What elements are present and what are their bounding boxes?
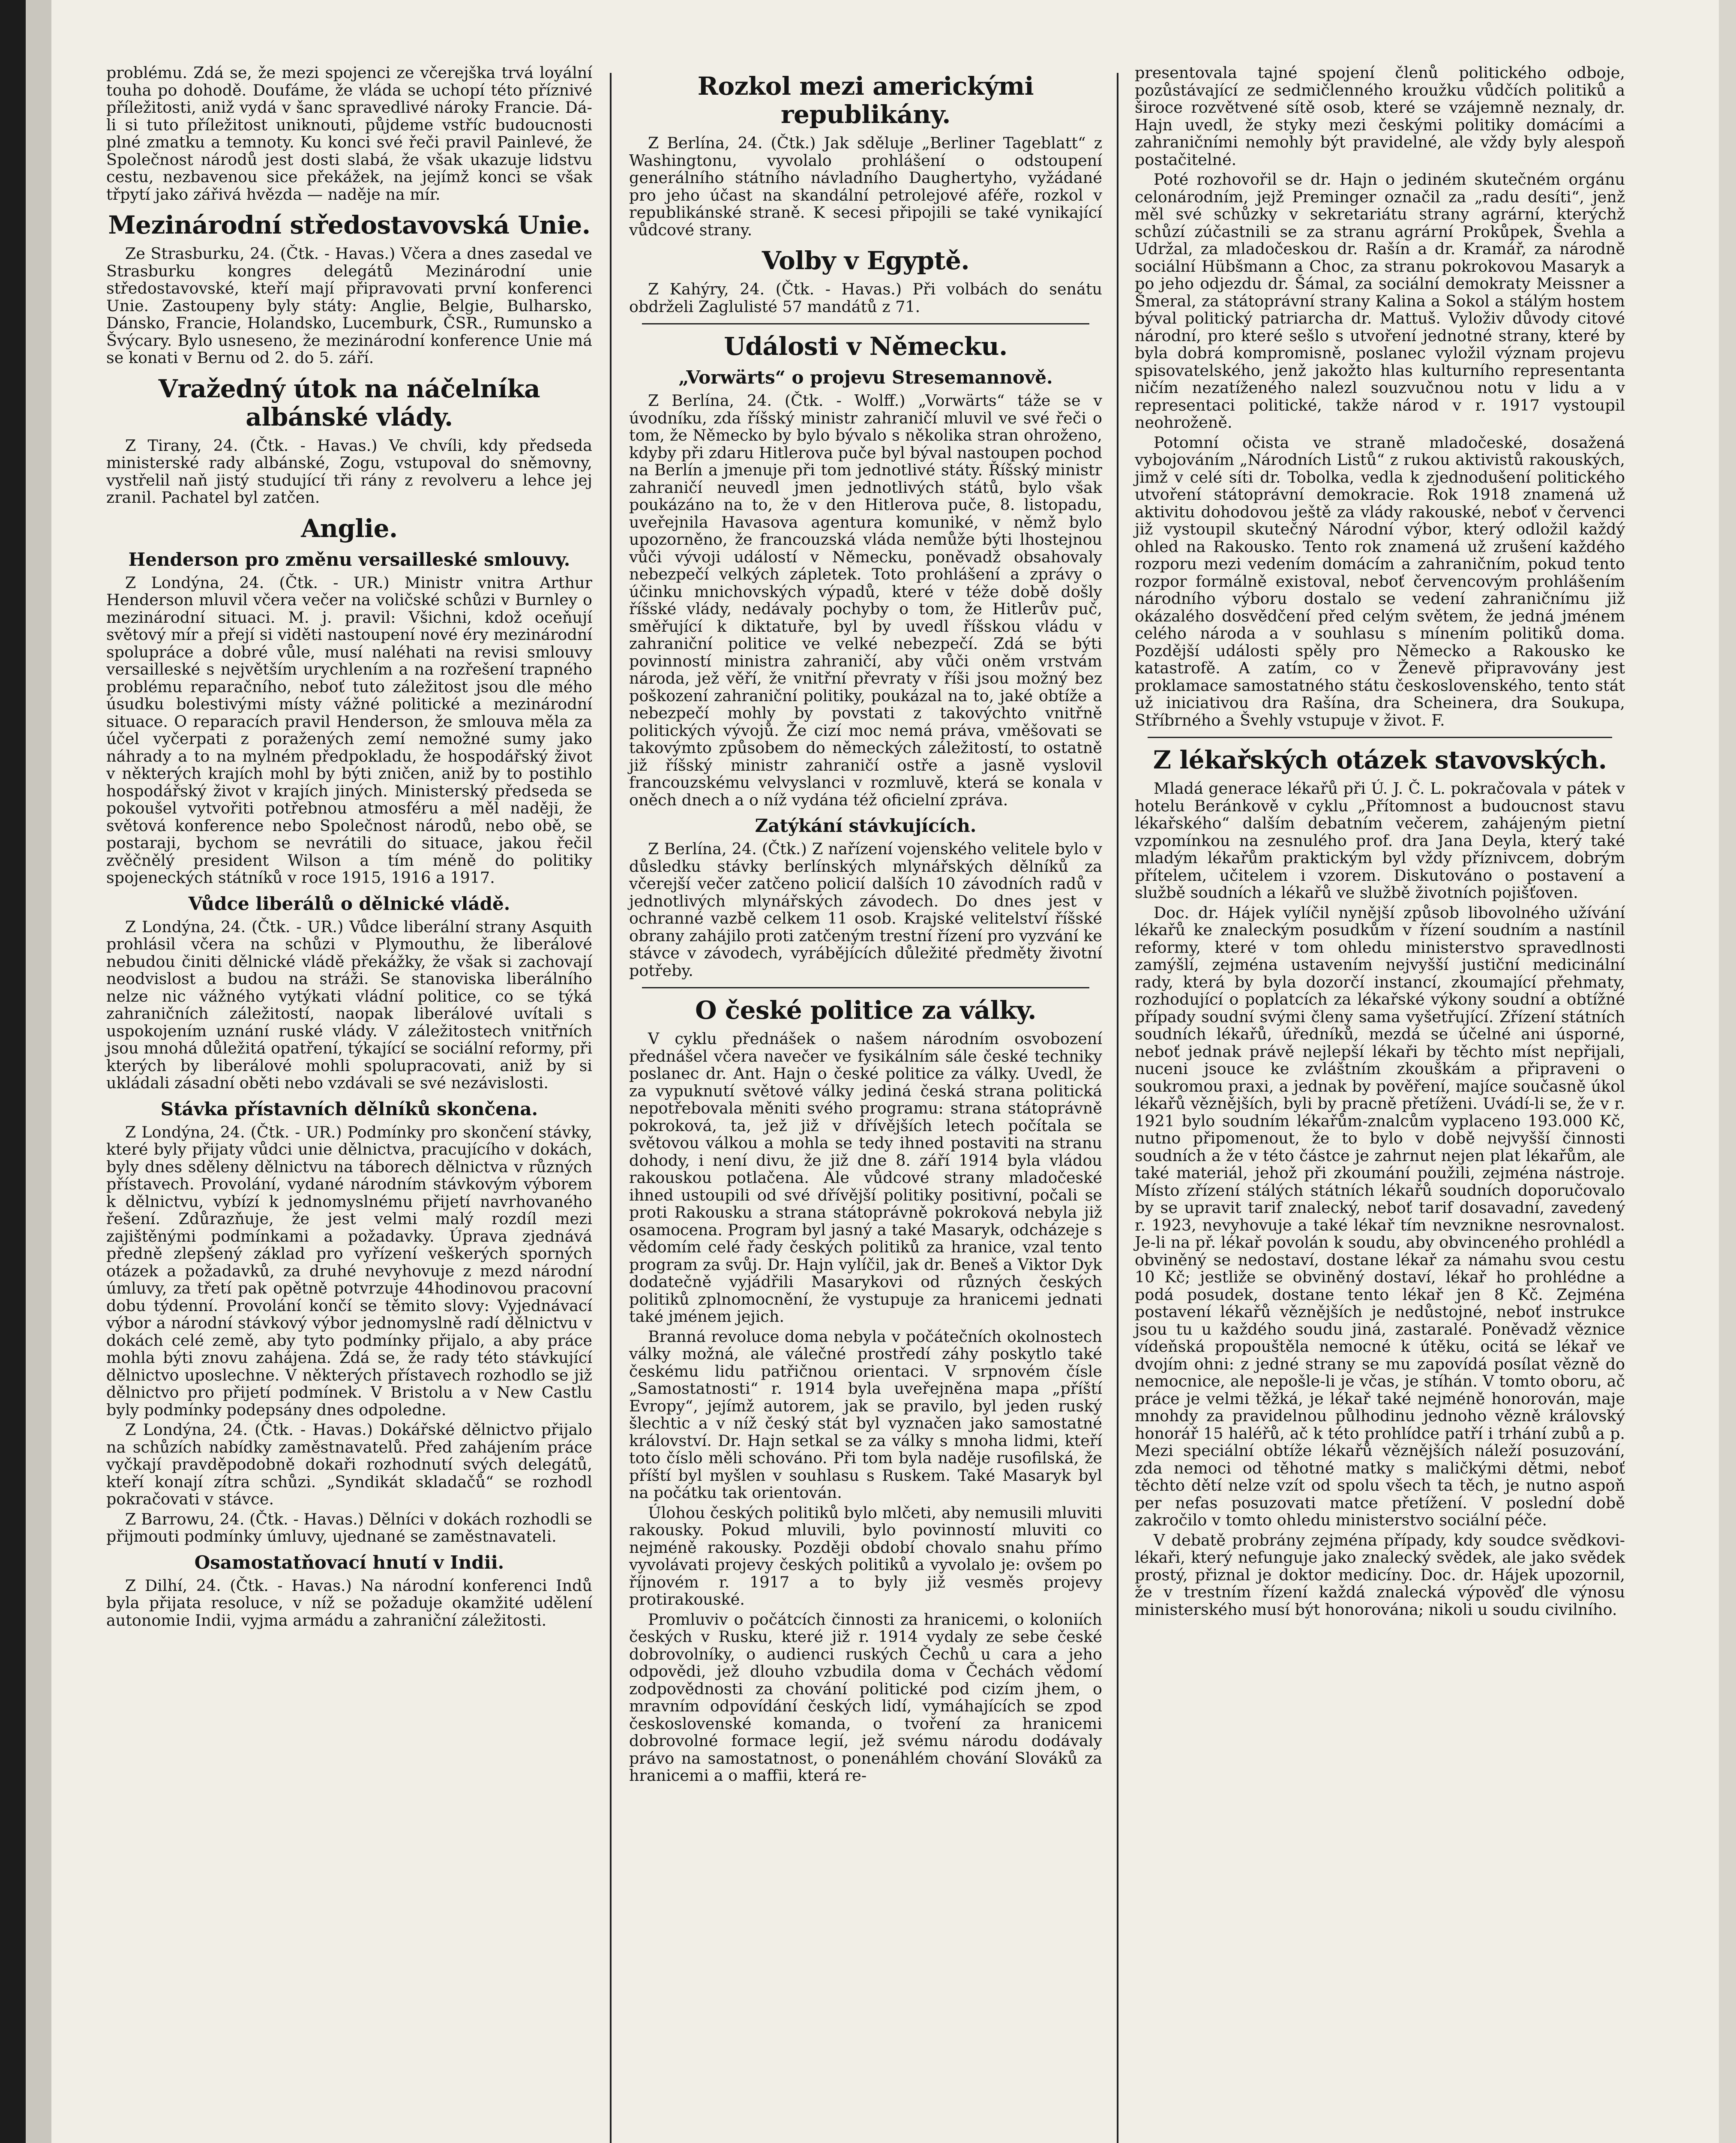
- article-paragraph: Z Tirany, 24. (Čtk. - Havas.) Ve chvíli, kdy předseda ministerské rady albánské, Zogu, vstupoval do sněmovny, vystřelil naň jistý studující tři rány z revolveru a lehce jej zranil. Pachatel byl zatčen.: [106, 436, 592, 507]
- article-paragraph: Mladá generace lékařů při Ú. J. Č. L. pokračovala v pátek v hotelu Beránkově v cyklu „Přítomnost a budoucnost stavu lékařského“ dalším debatním večerem, zahájeným pietní vzpomínkou na zesnulého prof. dra Jana Deyla, který také mladým lékařům praktickým byl vždy příznivcem, dobrým přítelem, učitelem i vzorem. Diskutováno o postavení a službě soudních a lékařů ve službě životních pojišťoven.: [1135, 779, 1625, 902]
- article-headline: Mezinárodní středostavovská Unie.: [108, 210, 591, 240]
- article-paragraph: Z Londýna, 24. (Čtk. - UR.) Podmínky pro skončení stávky, které byly přijaty vůdci unie dělnictva, pracujícího v dokách, byly dnes sděleny dělnictvu na táborech dělnictva v různých přístavech. Provolání, vydané národním stávkovým výborem k dělnictvu, vybízí k jednomyslnému přijetí navrhovaného řešení. Zdůrazňuje, že jest velmi malý rozdíl mezi zajištěnými podmínkami a požadavky. Úprava zjednává předně zlepšený základ pro vyřízení veškerých sporných otázek a požadavků, za druhé nevyhovuje z mezd národní úmluvy, za třetí pak opětně potvrzuje 44hodinovou pracovní dobu týdenní. Provolání končí se těmito slovy: Vyjednávací výbor a národní stávkový výbor jednomyslně radí dělnictvu v dokách celé země, aby tyto podmínky přijalo, a aby práce mohla býti znovu zahájena. Zdá se, že rady této stávkující dělnictvo uposlechne. V některých přístavech rozhodlo se již dělnictvo pro přijetí podmínek. V Bristolu a v New Castlu byly podmínky podepsány dnes odpoledne.: [106, 1123, 592, 1419]
- scan-page-edge: [26, 0, 51, 2143]
- article-paragraph: Doc. dr. Hájek vylíčil nynější způsob libovolného užívání lékařů ke znaleckým posudkům v řízení soudním a nastínil reformy, které v tom ohledu ministerstvo spravedlnosti zamýšlí, zejména ustavením nejvyšší justiční medicinální rady, která by byla dozorčí instancí, zkoumající přehmaty, rozhodující o poplatcích za lékařské výkony soudní a obtížné případy soudní svými členy sama vyšetřující. Zřízení státních soudních lékařů, úředníků, mezdá se účelné ani úsporné, neboť jednak právě nejlepší lékaři by těchto míst nepřijali, nuceni jsouce ke zvláštním zkouškám a připraveni o soukromou praxi, a jednak by pověření, majíce současně úkol lékařů věznějších, byli by pracně přetíženi. Uvádí-li se, že v r. 1921 bylo soudním lékařům-znalcům vyplaceno 193.000 Kč, nutno připomenout, že to bylo v době nejvyšší činnosti soudních a že v této částce je zahrnut nejen plat lékařům, ale také materiál, jehož při zkoumání použili, zejména nástroje. Místo zřízení stálých státních lékařů soudních doporučovalo by se upravit tarif znalecký, neboť tarif dosavadní, zavedený r. 1923, nevyhovuje a také lékař tím nevznikne nesrovnalost. Je-li na př. lékař povolán k soudu, aby obvinceného prohlédl a obviněný se nedostaví, dostane lékař za námahu svou cestu 10 Kč; jestliže se obviněný dostaví, lékař ho prohlédne a podá posudek, dostane tento lékař jen 8 Kč. Zejména postavení lékařů věznějších je nedůstojné, neboť instrukce jsou tu u každého soudu jiná, zastaralé. Poněvadž věznice vídeňská propouštěla nemocné k útěku, ocitá se lékař ve dvojím ohni: z jedné strany se mu zapovídá posílat vězně do nemocnice, ale nepošle-li je včas, je stíhán. V tomto oboru, ač práce je velmi těžká, je lékař také nejméně honorován, maje mnohdy za pravidelnou půlhodinu jednoho vězně královský honorář 15 haléřů, ač k této prohlídce patří i trhání zubů a p. Mezi speciální obtíže lékařů věznějších náleží posuzování, zda nemoci od těhotné matky s maličkými dětmi, neboť těchto dětí nelze vzít od spolu všech ta těch, je nutno aspoň per nefas posuzovati matce přetížení. V poslední době zakročilo v tomto ohledu ministerstvo sociální péče.: [1135, 903, 1625, 1529]
- article-paragraph: V debatě probrány zejména případy, kdy soudce svědkovi-lékaři, který nefunguje jako znalecký svědek, ale jako svědek prostý, přiznal je doktor medicíny. Doc. dr. Hájek upozornil, že v trestním řízení každá znalecká výpověď dle výnosu ministerského musí být honorována; nikoli u soudu civilního.: [1135, 1531, 1625, 1619]
- article-subheadline: Osamostatňovací hnutí v Indii.: [194, 1552, 504, 1573]
- article-paragraph: Promluviv o počátcích činnosti za hranicemi, o koloniích českých v Rusku, které již r. 1914 vydaly ze sebe české dobrovolníky, o audienci ruských Čechů u cara a jeho odpovědi, jež dlouho vzbudila doma v Čechách vědomí zodpovědnosti za chování politické pod cizím jhem, o mravním odpovídání českých lidí, vymáhajících se zpod československé komanda, o tvoření za hranicemi dobrovolné formace legií, jež svému národu dodávaly právo na samostatnost, o ponenáhlém chování Slováků za hranicemi a o maffii, která re-: [629, 1610, 1102, 1785]
- article-paragraph: Z Berlína, 24. (Čtk. - Wolff.) „Vorwärts“ táže se v úvodníku, zda říšský ministr zahraničí mluvil ve své řeči o tom, že Německo by bylo bývalo s několika stran ohroženo, kdyby při zdaru Hitlerova puče byl býval nastoupen pochod na Berlín a jmenuje při tom jednotlivé státy. Říšský ministr zahraničí neuvedl jmen jednotlivých států, bylo však poukázáno na to, že v den Hitlerova puče, 8. listopadu, uveřejnila Havasova agentura komuniké, v němž bylo upozorněno, že francouzská vláda nemůže býti lhostejnou vůči vývoji událostí v Německu, poněvadž obsahovaly nebezpečí velkých zápletek. Toto prohlášení a zprávy o účinku mnichovských výpadů, které v téže době došly říšské vlády, nedávaly pochyby o tom, že Hitlerův puč, směřující k diktatuře, byl by uvedl říšskou vládu v zahraniční politice ve velké nebezpečí. Zdá se býti povinností ministra zahraničí, aby vůči oněm vrstvám národa, jež věří, že vnitřní převraty v říši jsou možný bez poškození zahraniční politiky, poukázal na to, jaké obtíže a nebezpečí mohly by povstati z takovýchto vnitřně politických vývojů. Že cizí moc nemá práva, vměšovati se takovýmto způsobem do německých záležitostí, to ostatně již říšský ministr zahraničí ostře a jasně vyslovil francouzskému velvyslanci v rozmluvě, která se konala v oněch dnech a o níž vydána též oficielní zpráva.: [629, 391, 1102, 809]
- article-paragraph: Úlohou českých politiků bylo mlčeti, aby nemusili mluviti rakousky. Pokud mluvili, bylo povinností mluviti co nejméně rakousky. Později období chovalo snahu přímo vyvolávati projevy českých politiků a vyvolalo je: ovšem po říjnovém r. 1917 a to byly již vesměs projevy protirakouské.: [629, 1503, 1102, 1609]
- article-paragraph: Z Londýna, 24. (Čtk. - UR.) Ministr vnitra Arthur Henderson mluvil včera večer na voličské schůzi v Burnley o mezinárodní situaci. M. j. pravil: Všichni, kdož oceňují světový mír a přejí si viděti nastoupení nové éry mezinárodní spolupráce a dobré vůle, musí naléhati na revisi smlouvy versailleské s největším urychlením a na rozřešení trapného problému reparačního, neboť tuto záležitost jsou dle mého úsudku bolestivými místy vážné politické a mezinárodní situace. O reparacích pravil Henderson, že smlouva měla za účel vyčerpati z poražených zemí nemožné sumy jako náhrady a to na mylném předpokladu, že hospodářský život v některých krajích mohl by býti zničen, aniž by to postihlo hospodářský život v krajích jiných. Ministerský předseda se pokoušel vytvořiti potřebnou atmosféru a měl naději, že světová konference nebo Společnost národů, nebo obě, se postaraji, bychom se nevrátili do situace, jakou řečil zvěčnělý president Wilson a tím méně do politiky spojeneckých státníků v roce 1915, 1916 a 1917.: [106, 573, 592, 887]
- section-separator: [1148, 737, 1612, 738]
- column-rule-2: [1117, 73, 1118, 2143]
- article-headline: Rozkol mezi americkými republikány.: [697, 72, 1034, 129]
- article-subheadline: „Vorwärts“ o projevu Stresemannově.: [678, 367, 1053, 388]
- article-subheadline: Vůdce liberálů o dělnické vládě.: [188, 893, 510, 914]
- article-paragraph: V cyklu přednášek o našem národním osvobození přednášel včera navečer ve fysikálním sále české techniky poslanec dr. Ant. Hajn o české politice za války. Uvedl, že za vypuknutí světové války jediná česká strana politická nepotřebovala měniti svého programu: strana státoprávně pokroková, ta, jež již v dřívějších letech počítala se světovou válkou a mohla se tedy ihned postaviti na stranu dohody, i není divu, že již dne 8. září 1914 byla vládou rakouskou potlačena. Ale vůdcové strany mladočeské ihned ustoupili od své dřívější politiky positivní, počali se proti Rakousku a strana státoprávně pokroková nebyla již osamocena. Program byl jasný a také Masaryk, odcházeje s vědomím celé řady českých politiků za hranice, vzal tento program za svůj. Dr. Hajn vylíčil, jak dr. Beneš a Viktor Dyk dodatečně vyjádřili Masarykovi od různých českých politiků zplnomocnění, že vystupuje za hranicemi jednati také jménem jejich.: [629, 1029, 1102, 1326]
- article-paragraph: presentovala tajné spojení členů politického odboje, pozůstávající ze sedmičlenného kroužku vůdčích politiků a široce rozvětvené sítě osob, které se vzájemně neznaly, dr. Hajn uvedl, že styky mezi českými politiky domácími a zahraničními nemohly být pravidelné, ale vždy byly alespoň postačitelné.: [1135, 64, 1625, 169]
- column-rule-1: [610, 73, 612, 2143]
- article-paragraph: Poté rozhovořil se dr. Hajn o jediném skutečném orgánu celonárodním, jejž Preminger označil za „radu desíti“, jenž měl své schůzky v sekretariátu strany agrární, kterýchž schůzí zúčastnili se za stranu agrární Prokůpek, Švehla a Udržal, za mladočeskou dr. Rašín a dr. Kramář, za národně sociální Hübšmann a Choc, za stranu pokrokovou Masaryk a po jeho odjezdu dr. Šámal, za sociální demokraty Meissner a Šmeral, za státoprávní strany Kalina a Sokol a stálým hostem býval politický patriarcha dr. Mattuš. Vyloživ důvody citové národní, pro které sešlo s utvoření jednotné strany, které by byla dobrá kompromisně, poslanec vyložil význam projevu spisovatelského, jenž jakožto hlas kulturního representanta ničím nezatíženého nalezl souzvučnou notu v lidu a v representaci politické, takže národ v r. 1917 vystoupil neohroženě.: [1135, 170, 1625, 432]
- article-paragraph: Branná revoluce doma nebyla v počátečních okolnostech války možná, ale válečné prostředí záhy poskytlo také českému lidu patřičnou orientaci. V srpnovém čísle „Samostatnosti“ r. 1914 byla uveřejněna mapa „příští Evropy“, jejímž autorem, jak se pravilo, byl jeden ruský šlechtic a v níž český stát byl vyznačen jako samostatné království. Dr. Hajn setkal se za války s mnoha lidmi, kteří toto číslo měli schováno. Při tom byla naděje rusofilská, že příští byl myšlen v souhlasu s Ruskem. Také Masaryk byl na počátku tak orientován.: [629, 1327, 1102, 1502]
- article-headline: Události v Německu.: [724, 332, 1007, 361]
- article-paragraph: Z Berlína, 24. (Čtk.) Z nařízení vojenského velitele bylo v důsledku stávky berlínských mlynářských dělníků za včerejší večer zatčeno policií dalších 10 závodních radů v jednotlivých mlynářských závodech. Do dnes jest v ochranné vazbě celkem 11 osob. Krajské velitelství říšské obrany zahájilo proti zatčeným trestní řízení pro vyzvání ke stávce v závodech, vyrábějících důležité předměty životní potřeby.: [629, 840, 1102, 980]
- article-headline: Anglie.: [301, 513, 398, 543]
- article-subheadline: Henderson pro změnu versailleské smlouvy.: [128, 549, 570, 570]
- article-paragraph: Z Dilhí, 24. (Čtk. - Havas.) Na národní konferenci Indů byla přijata resoluce, v níž se požaduje okamžité udělení autonomie Indii, vyjma armádu a zahraniční záležitosti.: [106, 1576, 592, 1630]
- column-1: [99, 64, 600, 2143]
- article-headline: Vražedný útok na náčelníka albánské vlády.: [158, 374, 540, 432]
- column-2: [621, 64, 1110, 2143]
- article-paragraph: Z Barrowu, 24. (Čtk. - Havas.) Dělníci v dokách rozhodli se přijmouti podmínky úmluvy, ujednané se zaměstnavateli.: [106, 1510, 592, 1546]
- section-separator: [642, 323, 1089, 324]
- scan-dark-margin: [0, 0, 26, 2143]
- section-separator: [642, 987, 1089, 988]
- article-subheadline: Stávka přístavních dělníků skončena.: [160, 1098, 538, 1120]
- article-paragraph: Z Kahýry, 24. (Čtk. - Havas.) Při volbách do senátu obdrželi Zaglulisté 57 mandátů z 71.: [629, 280, 1102, 316]
- article-subheadline: Zatýkání stávkujících.: [755, 815, 977, 836]
- column-3: [1127, 64, 1633, 2143]
- article-paragraph: Z Londýna, 24. (Čtk. - Havas.) Dokářské dělnictvo přijalo na schůzích nabídky zaměstnavatelů. Před zahájením práce vyčkají pravděpodobně dokaři rozhodnutí svých delegátů, kteří konají zítra schůzi. „Syndikát skladačů“ se rozhodl pokračovati v stávce.: [106, 1420, 592, 1508]
- article-paragraph: Ze Strasburku, 24. (Čtk. - Havas.) Včera a dnes zasedal ve Strasburku kongres delegátů Mezinárodní unie středostavovské, kteří mají připravovati první konferenci Unie. Zastoupeny byly státy: Anglie, Belgie, Bulharsko, Dánsko, Francie, Holandsko, Lucemburk, ČSR., Rumunsko a Švýcary. Bylo usneseno, že mezinárodní konference Unie má se konati v Bernu od 2. do 5. září.: [106, 244, 592, 367]
- scan-right-edge: [1719, 0, 1736, 2143]
- article-headline: O české politice za války.: [695, 996, 1036, 1025]
- article-paragraph: Z Berlína, 24. (Čtk.) Jak sděluje „Berliner Tageblatt“ z Washingtonu, vyvolalo prohlášení o odstoupení generálního státního návladního Daughertyho, vyžádané pro jeho účast na skandální petrolejové aféře, rozkol v republikánské straně. K secesi připojili se také vynikající vůdcové strany.: [629, 134, 1102, 239]
- article-paragraph: Z Londýna, 24. (Čtk. - UR.) Vůdce liberální strany Asquith prohlásil včera na schůzi v Plymouthu, že liberálové nebudou činiti dělnické vládě překážky, že však si zachovají neodvislost a budou na stráži. Se stanoviska liberálního nelze nic vážného vytýkati vládní politice, co se týká zahraničních záležitostí, naopak liberálové uvítali s uspokojením uznání ruské vlády. V záležitostech vnitřních jsou mnohá důležitá opatření, týkající se sociální reformy, při kterých by liberálové mohli spolupracovati, aniž by si ukládali zásadní oběti nebo vzdávali se své nezávislosti.: [106, 917, 592, 1092]
- article-paragraph: problému. Zdá se, že mezi spojenci ze včerejška trvá loyální touha po dohodě. Doufáme, že vláda se uchopí této příznivé příležitosti, aniž vydá v šanc spravedlivé nároky Francie. Dá-li si tuto příležitost uniknouti, půjdeme vstříc budoucnosti plné zmatku a temnoty. Ku konci své řeči pravil Painlevé, že Společnost národů jest dosti slabá, že však ukazuje lidstvu cestu, nezbavenou sice překážek, na jejímž konci se však třpytí jako zářivá hvězda — naděje na mír.: [106, 64, 592, 204]
- article-headline: Volby v Egyptě.: [762, 246, 970, 275]
- article-headline: Z lékařských otázek stavovských.: [1153, 745, 1607, 774]
- article-paragraph: Potomní očista ve straně mladočeské, dosažená vybojováním „Národních Listů“ z rukou aktivistů rakouských, jimž v celé síti dr. Tobolka, vedla k zjednodušení politického utvoření státoprávní demokracie. Rok 1918 znamená už aktivitu dohodovou ještě za vlády rakouské, neboť v červenci již vystoupil skutečný Národní výbor, který odložil každý ohled na Rakousko. Tento rok znamená už zrušení každého rozporu mezi vedením domácím a zahraničním, pokud tento rozpor formálně existoval, neboť červencovým prohlášením národního výboru dostalo se vedení zahraničnímu již okázalého dosvědčení před celým světem, že jedná jménem celého národa a v souhlasu s mínením politiků doma. Pozdější události spěly pro Německo a Rakousko ke katastrofě. A zatím, co v Ženevě připravovány jest proklamace samostatného státu československého, tento stát už iniciativou dra Rašína, dra Scheinera, dra Soukupa, Stříbrného a Švehly vstupuje v život. F.: [1135, 433, 1625, 729]
